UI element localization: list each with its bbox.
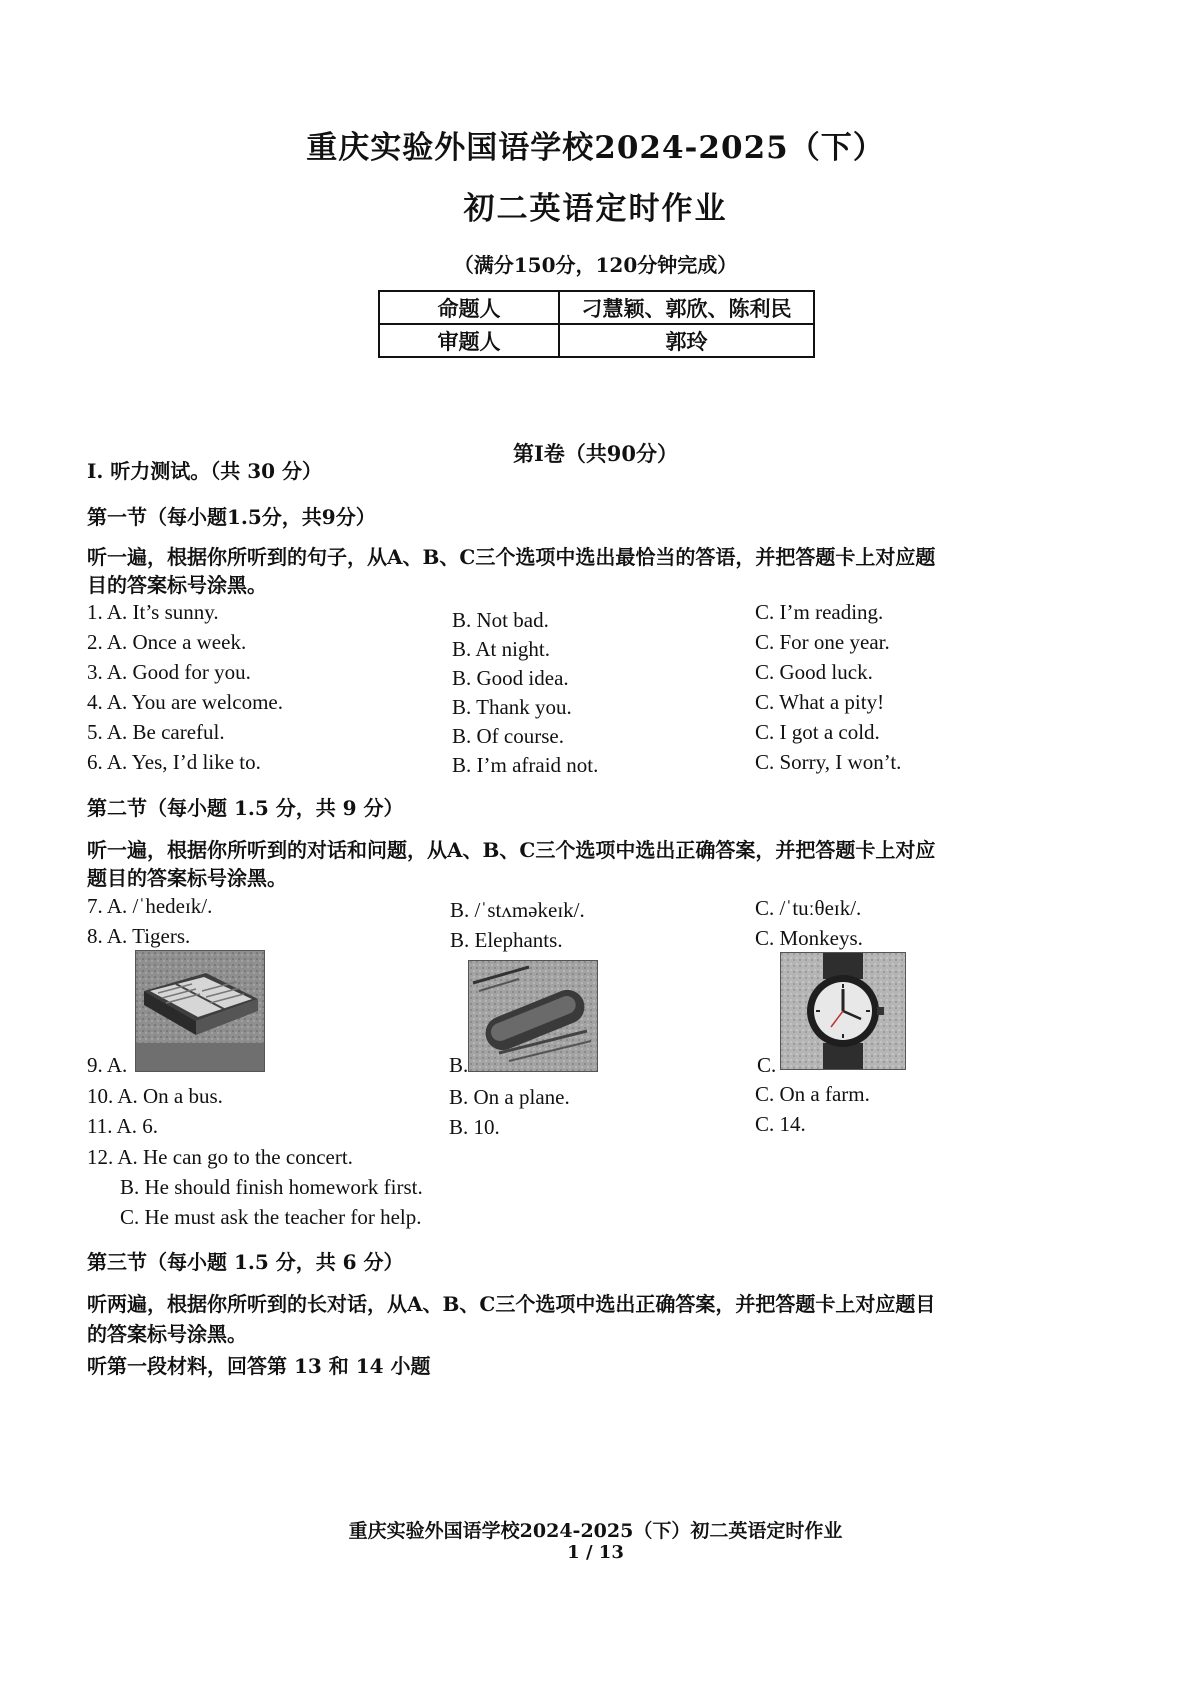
q1-option-b: B. Not bad. (452, 608, 549, 632)
book-icon (136, 951, 264, 1071)
pencil-case-icon (469, 961, 597, 1071)
section2-instruction-cont: 题目的答案标号涂黑。 (87, 866, 287, 890)
exam-title: 重庆实验外国语学校2024-2025（下） (306, 130, 885, 166)
q8-option-c: C. Monkeys. (755, 926, 863, 950)
q8-option-a: 8. A. Tigers. (87, 924, 191, 948)
q4-option-b: B. Thank you. (452, 695, 572, 719)
q9-option-c: C. (757, 1053, 777, 1077)
q5-option-c: C. I got a cold. (755, 720, 880, 744)
q1-option-c: C. I’m reading. (755, 600, 884, 624)
page-footer: 重庆实验外国语学校2024-2025（下）初二英语定时作业 (348, 1520, 843, 1542)
q3-option-b: B. Good idea. (452, 666, 569, 690)
q12-option-b: B. He should finish homework first. (120, 1175, 423, 1199)
q1-option-a: 1. A. It’s sunny. (87, 600, 219, 624)
page-number: 1 / 13 (567, 1542, 624, 1563)
q6-option-b: B. I’m afraid not. (452, 753, 599, 777)
authors-table (378, 290, 815, 358)
q9-option-b: B. (449, 1053, 469, 1077)
watch-icon (781, 953, 905, 1069)
section3-instruction: 听两遍，根据你所听到的长对话，从A、B、C三个选项中选出正确答案，并把答题卡上对应题目 (87, 1292, 936, 1316)
exam-score-time: （满分150分，120分钟完成） (453, 253, 738, 277)
section2-heading: 第二节（每小题 1.5 分，共 9 分） (87, 796, 404, 820)
q10-option-a: 10. A. On a bus. (87, 1084, 223, 1108)
q12-option-a: 12. A. He can go to the concert. (87, 1145, 353, 1169)
book-picture (135, 950, 265, 1072)
q8-option-b: B. Elephants. (450, 928, 563, 952)
q3-option-a: 3. A. Good for you. (87, 660, 251, 684)
exam-subject-title: 初二英语定时作业 (463, 191, 728, 227)
reviewer-value: 郭玲 (559, 324, 814, 357)
q2-option-a: 2. A. Once a week. (87, 630, 247, 654)
part-title: 第I卷（共90分） (512, 441, 679, 466)
q6-option-c: C. Sorry, I won’t. (755, 750, 902, 774)
q7-option-a: 7. A. /ˈhedeɪk/. (87, 894, 213, 918)
q2-option-b: B. At night. (452, 637, 551, 661)
q4-option-c: C. What a pity! (755, 690, 885, 714)
q9-option-a: 9. A. (87, 1053, 128, 1077)
q7-option-c: C. /ˈtuːθeɪk/. (755, 896, 862, 920)
reviewer-label: 审题人 (379, 324, 559, 357)
section2-instruction: 听一遍，根据你所听到的对话和问题，从A、B、C三个选项中选出正确答案，并把答题卡上对应 (87, 838, 936, 862)
pencil-case-picture (468, 960, 598, 1072)
authors-value: 刁慧颖、郭欣、陈利民 (559, 291, 814, 324)
q12-option-c: C. He must ask the teacher for help. (120, 1205, 422, 1229)
section1-instruction: 听一遍，根据你所听到的句子，从A、B、C三个选项中选出最恰当的答语，并把答题卡上对应题 (87, 545, 936, 569)
q7-option-b: B. /ˈstʌməkeɪk/. (450, 898, 585, 922)
authors-row (379, 291, 814, 324)
q3-option-c: C. Good luck. (755, 660, 873, 684)
reviewer-row (379, 324, 814, 357)
q5-option-b: B. Of course. (452, 724, 564, 748)
q11-option-b: B. 10. (449, 1115, 500, 1139)
q11-option-a: 11. A. 6. (87, 1114, 158, 1138)
section1-instruction-cont: 目的答案标号涂黑。 (87, 573, 267, 597)
section3-heading: 第三节（每小题 1.5 分，共 6 分） (87, 1250, 404, 1274)
section3-material-line: 听第一段材料，回答第 13 和 14 小题 (87, 1354, 431, 1378)
q4-option-a: 4. A. You are welcome. (87, 690, 283, 714)
q2-option-c: C. For one year. (755, 630, 890, 654)
section-main-heading: I. 听力测试。（共 30 分） (87, 459, 323, 483)
q5-option-a: 5. A. Be careful. (87, 720, 225, 744)
q6-option-a: 6. A. Yes, I’d like to. (87, 750, 261, 774)
watch-picture (780, 952, 906, 1070)
q10-option-b: B. On a plane. (449, 1085, 570, 1109)
q11-option-c: C. 14. (755, 1112, 806, 1136)
section3-instruction-cont: 的答案标号涂黑。 (87, 1322, 247, 1346)
authors-label: 命题人 (379, 291, 559, 324)
q10-option-c: C. On a farm. (755, 1082, 870, 1106)
section1-heading: 第一节（每小题1.5分，共9分） (87, 505, 376, 529)
